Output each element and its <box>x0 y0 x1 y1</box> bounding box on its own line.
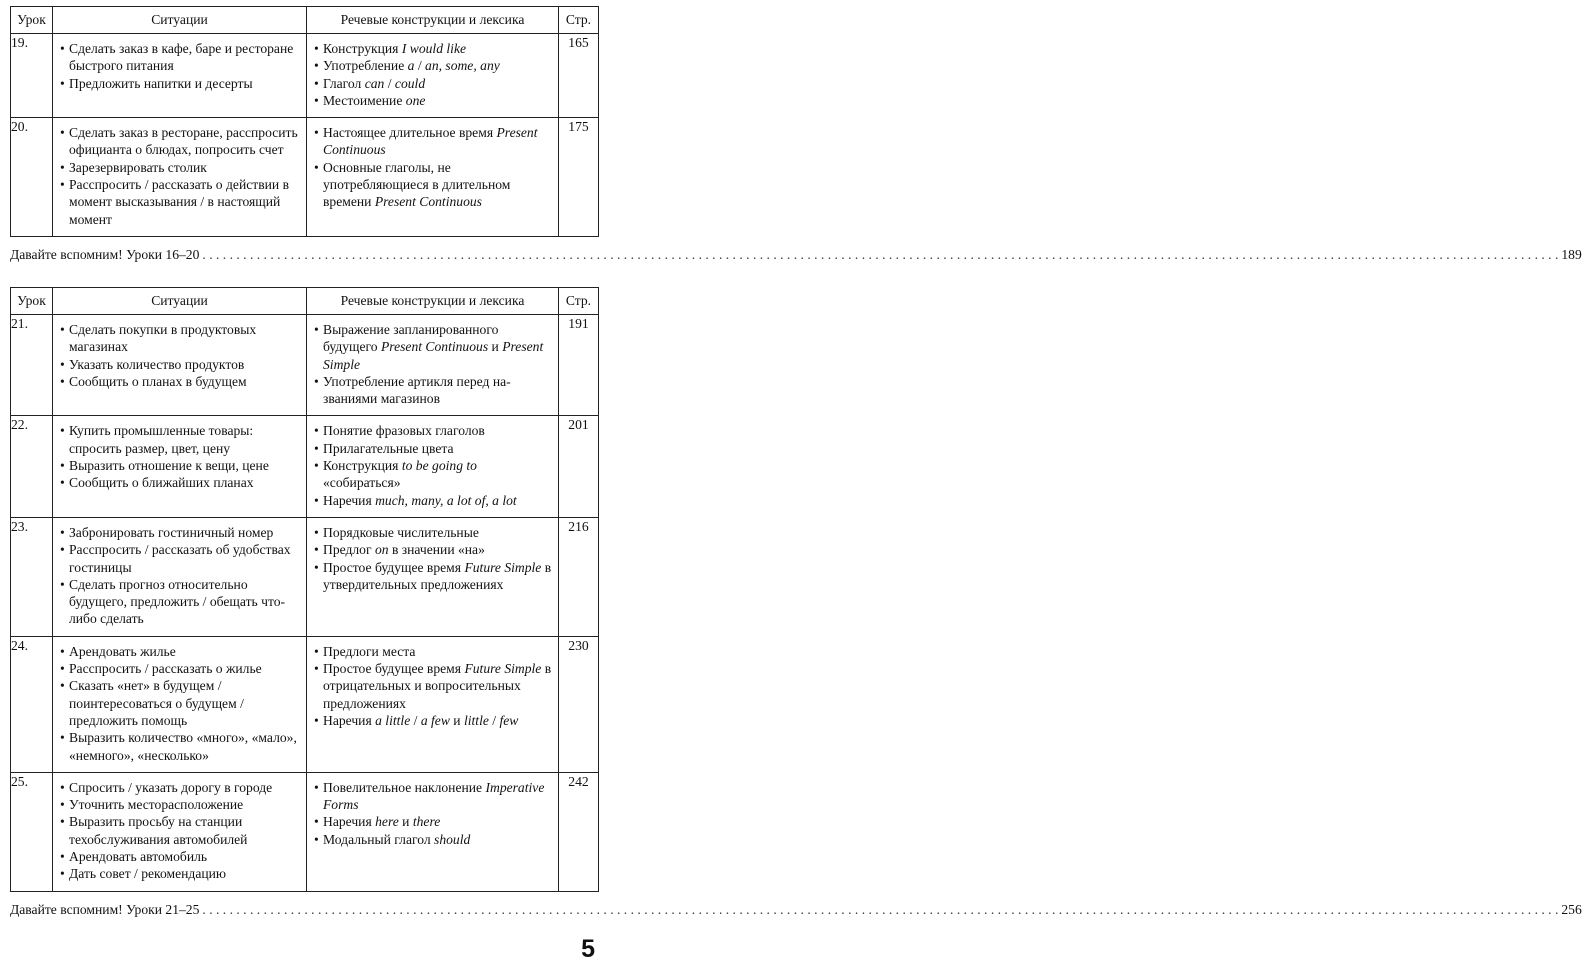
situation-item: • Сделать прогноз относительно будущего, предложить / обещать что-либо сделать <box>60 576 302 628</box>
situations-list <box>53 34 306 100</box>
lesson-number: 24. <box>11 636 53 772</box>
situation-item: • Купить промышленные товары: спросить размер, цвет, цену <box>60 422 302 457</box>
header-lexis: Речевые конструкции и лексика <box>307 288 559 315</box>
lesson-row[interactable] <box>11 636 599 772</box>
situation-item: • Сделать заказ в кафе, баре и ресторане быстрого питания <box>60 40 302 75</box>
lexis-item: • Понятие фразовых глаголов <box>314 422 554 439</box>
situation-item: • Выразить отношение к вещи, цене <box>60 457 302 474</box>
lesson-row[interactable] <box>11 517 599 636</box>
lexis-item: • Конструкция to be going to «собираться» <box>314 457 554 492</box>
review-line[interactable] <box>10 902 1582 922</box>
leader-dots: . . . . . . . . . . . . . . . . . . . . . . . . . . . . . . . . . . . . . . . . . . . . . . . . . . . . . . . . . . . . . . . . . . . . . . . . . . . . . . . . . . . . . . . . . . . . . . . . . . . . . . . . . . . . . . . . . . . . . . . . . . . . . . . . . . . . . . . . . . . . . . . . . . . . . . . . . . . . . . . . . . . . . . . . . . . . . . . . . . . . . . . . . . . . . . . . . . . . . . . . <box>202 902 1559 917</box>
lexis-item: • Основные глаголы, не употребляющиеся в длительном времени Present Continuous <box>314 159 554 211</box>
lesson-page: 165 <box>559 34 599 118</box>
lexis-cell <box>307 636 559 772</box>
lexis-item: • Употребление артикля перед на-званиями магазинов <box>314 373 554 408</box>
situations-cell <box>53 517 307 636</box>
lexis-item: • Употребление a / an, some, any <box>314 57 554 74</box>
lexis-list <box>307 34 558 117</box>
lessons-table-2 <box>10 287 599 892</box>
situations-cell <box>53 772 307 891</box>
situations-cell <box>53 315 307 416</box>
lesson-page: 175 <box>559 118 599 237</box>
lexis-list <box>307 637 558 737</box>
lexis-item: • Настоящее длительное время Present Continuous <box>314 124 554 159</box>
situation-item: • Дать совет / рекомендацию <box>60 865 302 882</box>
situations-cell <box>53 636 307 772</box>
situation-item: • Указать количество продуктов <box>60 356 302 373</box>
situation-item: • Арендовать жилье <box>60 643 302 660</box>
lexis-list <box>307 315 558 415</box>
lesson-number: 20. <box>11 118 53 237</box>
situation-item: • Выразить просьбу на станции техобслуживания автомобилей <box>60 813 302 848</box>
lexis-item: • Прилагательные цвета <box>314 440 554 457</box>
table-header <box>11 7 599 34</box>
review-page: 256 <box>1561 902 1582 917</box>
lexis-item: • Наречия much, many, a lot of, a lot <box>314 492 554 509</box>
header-lexis: Речевые конструкции и лексика <box>307 7 559 34</box>
review-line[interactable] <box>10 247 1582 267</box>
lesson-row[interactable] <box>11 118 599 237</box>
lexis-cell <box>307 34 559 118</box>
lesson-page: 191 <box>559 315 599 416</box>
situation-item: • Забронировать гостиничный номер <box>60 524 302 541</box>
lessons-table-1 <box>10 6 599 237</box>
situations-cell <box>53 416 307 517</box>
lexis-item: • Предлог on в значении «на» <box>314 541 554 558</box>
review-label: Давайте вспомним! Уроки 16–20 <box>10 247 200 262</box>
lesson-row[interactable] <box>11 772 599 891</box>
lexis-list <box>307 416 558 516</box>
lexis-item: • Модальный глагол should <box>314 831 554 848</box>
lexis-item: • Наречия here и there <box>314 813 554 830</box>
situations-list <box>53 416 306 499</box>
lexis-item: • Предлоги места <box>314 643 554 660</box>
lesson-page: 216 <box>559 517 599 636</box>
lexis-item: • Глагол can / could <box>314 75 554 92</box>
situation-item: • Расспросить / рассказать о жилье <box>60 660 302 677</box>
lesson-number: 22. <box>11 416 53 517</box>
situation-item: • Уточнить месторасположение <box>60 796 302 813</box>
lexis-list <box>307 518 558 601</box>
header-page: Стр. <box>559 288 599 315</box>
lexis-list <box>307 118 558 218</box>
table-header <box>11 288 599 315</box>
situation-item: • Сообщить о планах в будущем <box>60 373 302 390</box>
situations-list <box>53 637 306 772</box>
lesson-row[interactable] <box>11 416 599 517</box>
header-lesson: Урок <box>11 288 53 315</box>
lesson-number: 19. <box>11 34 53 118</box>
page-number: 5 <box>581 935 595 963</box>
lexis-item: • Повелительное наклонение Imperative Forms <box>314 779 554 814</box>
lesson-row[interactable] <box>11 315 599 416</box>
lexis-item: • Простое будущее время Future Simple в утвердительных предложениях <box>314 559 554 594</box>
lexis-cell <box>307 517 559 636</box>
header-lesson: Урок <box>11 7 53 34</box>
lexis-item: • Местоимение one <box>314 92 554 109</box>
header-page: Стр. <box>559 7 599 34</box>
situations-list <box>53 773 306 891</box>
lexis-list <box>307 773 558 856</box>
lexis-cell <box>307 772 559 891</box>
lexis-item: • Порядковые числительные <box>314 524 554 541</box>
header-situations: Ситуации <box>53 288 307 315</box>
lexis-cell <box>307 315 559 416</box>
lesson-page: 201 <box>559 416 599 517</box>
situation-item: • Спросить / указать дорогу в городе <box>60 779 302 796</box>
lesson-page: 230 <box>559 636 599 772</box>
situation-item: • Зарезервировать столик <box>60 159 302 176</box>
lexis-item: • Наречия a little / a few и little / few <box>314 712 554 729</box>
lexis-item: • Конструкция I would like <box>314 40 554 57</box>
lesson-number: 23. <box>11 517 53 636</box>
situation-item: • Сделать заказ в ресторане, расспросить официанта о блюдах, попросить счет <box>60 124 302 159</box>
lexis-item: • Простое будущее время Future Simple в отрицательных и вопросительных предложениях <box>314 660 554 712</box>
lexis-cell <box>307 118 559 237</box>
situation-item: • Сделать покупки в продуктовых магазинах <box>60 321 302 356</box>
situations-list <box>53 518 306 636</box>
situation-item: • Арендовать автомобиль <box>60 848 302 865</box>
situation-item: • Расспросить / рассказать об удобствах гостиницы <box>60 541 302 576</box>
situation-item: • Сообщить о ближайших планах <box>60 474 302 491</box>
lesson-page: 242 <box>559 772 599 891</box>
situation-item: • Расспросить / рассказать о действии в момент высказывания / в настоящий момент <box>60 176 302 228</box>
situation-item: • Предложить напитки и десерты <box>60 75 302 92</box>
situations-list <box>53 315 306 398</box>
situation-item: • Выразить количество «много», «мало», «немного», «несколько» <box>60 729 302 764</box>
situations-cell <box>53 34 307 118</box>
review-label: Давайте вспомним! Уроки 21–25 <box>10 902 200 917</box>
lesson-number: 21. <box>11 315 53 416</box>
leader-dots: . . . . . . . . . . . . . . . . . . . . . . . . . . . . . . . . . . . . . . . . . . . . . . . . . . . . . . . . . . . . . . . . . . . . . . . . . . . . . . . . . . . . . . . . . . . . . . . . . . . . . . . . . . . . . . . . . . . . . . . . . . . . . . . . . . . . . . . . . . . . . . . . . . . . . . . . . . . . . . . . . . . . . . . . . . . . . . . . . . . . . . . . . . . . . . . . . . . . . . . . <box>202 247 1559 262</box>
situation-item: • Сказать «нет» в будущем / поинтересоваться о будущем / предложить помощь <box>60 677 302 729</box>
situations-cell <box>53 118 307 237</box>
lesson-number: 25. <box>11 772 53 891</box>
lexis-cell <box>307 416 559 517</box>
lexis-item: • Выражение запланированного будущего Present Continuous и Present Simple <box>314 321 554 373</box>
situations-list <box>53 118 306 236</box>
header-situations: Ситуации <box>53 7 307 34</box>
review-page: 189 <box>1561 247 1582 262</box>
lesson-row[interactable] <box>11 34 599 118</box>
